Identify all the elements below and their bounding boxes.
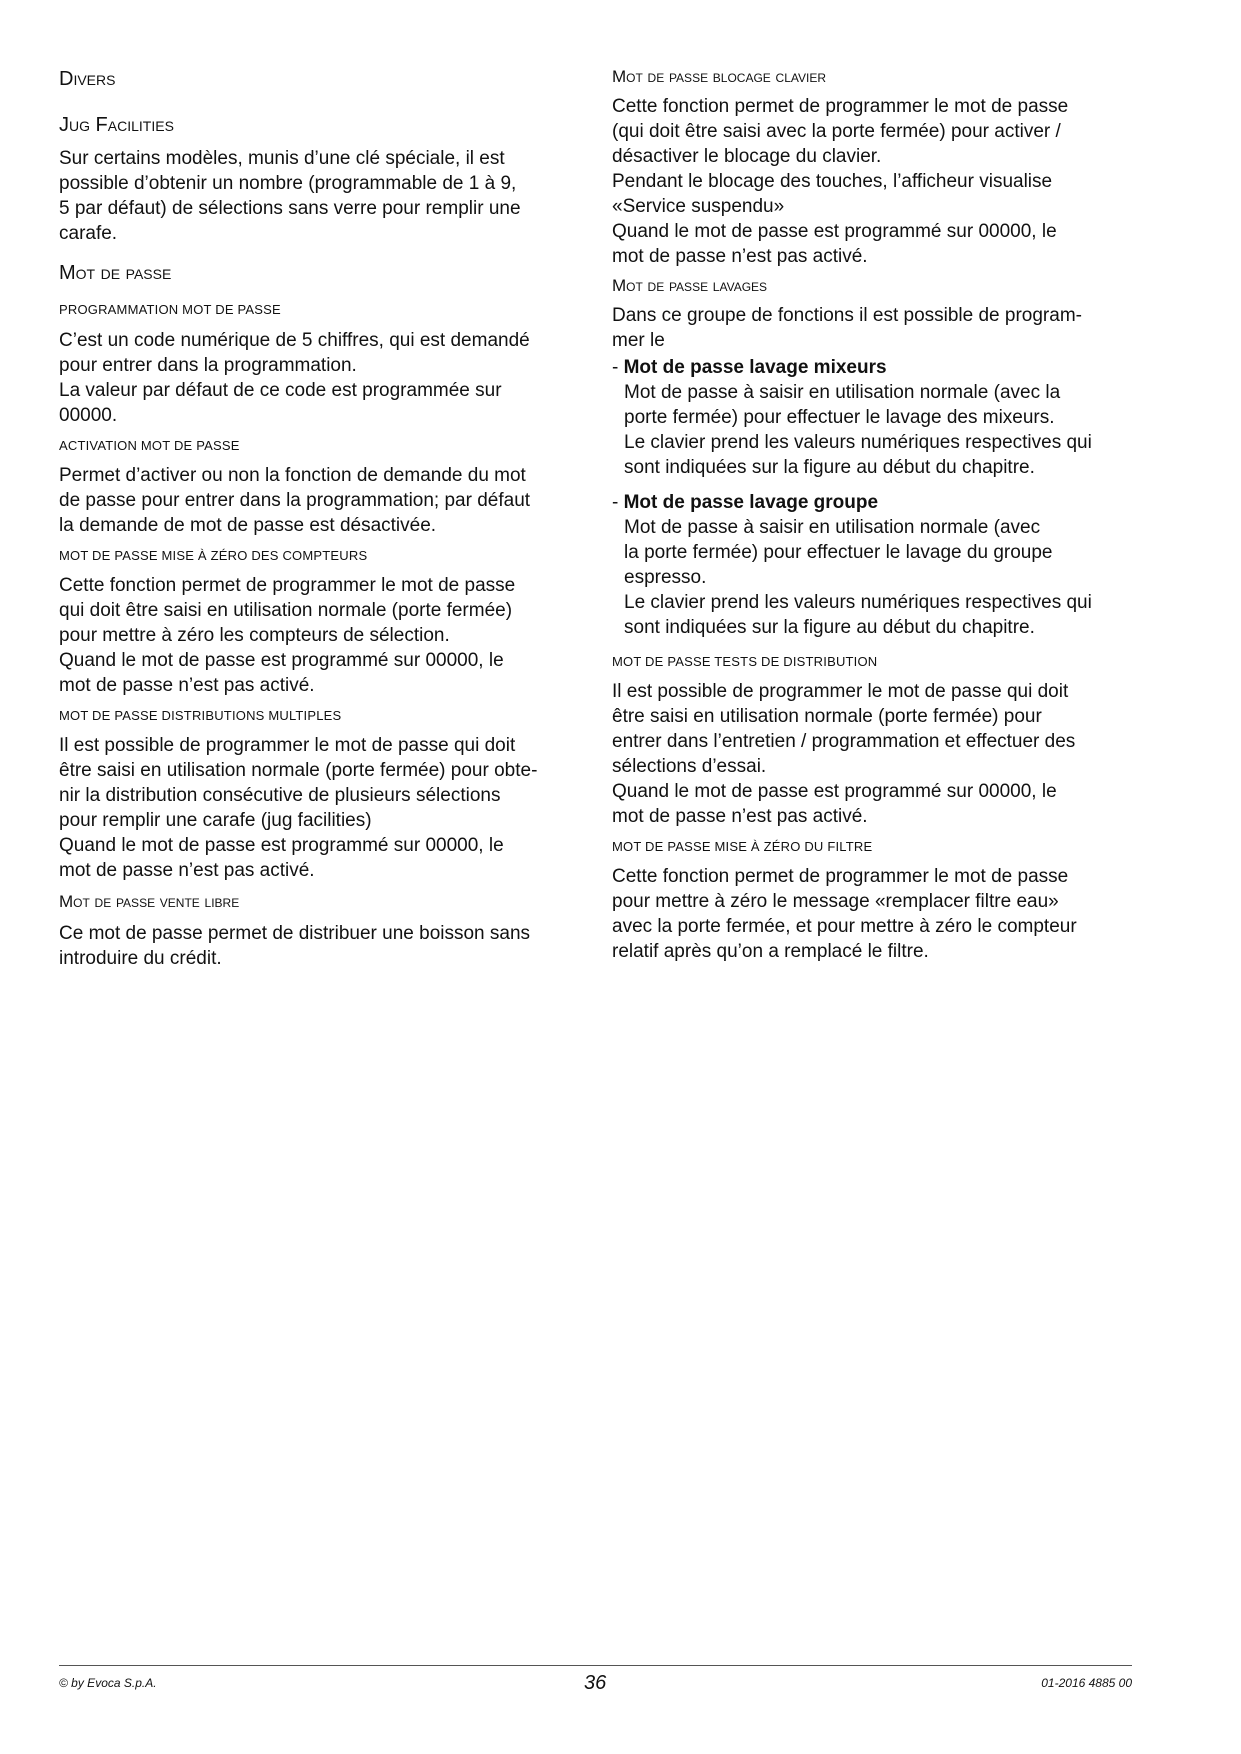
tests-heading: MOT DE PASSE TESTS DE DISTRIBUTION <box>612 654 878 669</box>
raz-text: Cette fonction permet de programmer le mot de passe qui doit être saisi en utilisation normale (porte fermée) pour mettre à zéro les compteurs de sélection. Quand le mot de passe est programmé sur 00000, le mot de passe n’est pas activé. <box>59 575 516 696</box>
dist-heading: MOT DE PASSE DISTRIBUTIONS MULTIPLES <box>59 708 342 723</box>
left-column <box>59 66 579 971</box>
grp-block: - Mot de passe lavage groupe Mot de passe à saisir en utilisation normale (avec la porte fermée) pour effectuer le lavage du groupe espresso. Le clavier prend les valeurs numériques respectives qui sont indiquées sur la figure au début du chapitre. <box>612 492 1092 638</box>
jug-text: Sur certains modèles, munis d’une clé spéciale, il est possible d’obtenir un nombre (programmable de 1 à 9, 5 par défaut) de sélections sans verre pour remplir une carafe. <box>59 148 521 244</box>
tests-text: Il est possible de programmer le mot de passe qui doit être saisi en utilisation normale (porte fermée) pour entrer dans l’entretien / programmation et effectuer des sélections d’essai. Quand le mot de passe est programmé sur 00000, le mot de passe n’est pas activé. <box>612 681 1076 827</box>
vente-heading: Mot de passe vente libre <box>59 892 240 911</box>
filtre-heading: MOT DE PASSE MISE À ZÉRO DU FILTRE <box>612 839 873 854</box>
dist-text: Il est possible de programmer le mot de passe qui doit être saisi en utilisation normale (porte fermée) pour obte- nir la distribution consécutive de plusieurs sélections pour remplir une carafe (jug facilities) Quand le mot de passe est programmé sur 00000, le mot de passe n’est pas activé. <box>59 735 538 881</box>
page-number: 36 <box>584 1672 607 1694</box>
vente-text: Ce mot de passe permet de distribuer une boisson sans introduire du crédit. <box>59 923 531 969</box>
act-heading: ACTIVATION MOT DE PASSE <box>59 438 240 453</box>
right-column <box>612 66 1142 964</box>
grp-heading: Mot de passe lavage groupe <box>623 492 879 513</box>
mix-heading: Mot de passe lavage mixeurs <box>623 357 887 378</box>
doc-reference: 01-2016 4885 00 <box>1041 1676 1132 1690</box>
bloc-text: Cette fonction permet de programmer le mot de passe (qui doit être saisi avec la porte fermée) pour activer / désactiver le blocage du clavier. Pendant le blocage des touches, l’afficheur visualise «Service suspendu» Quand le mot de passe est programmé sur 00000, le mot de passe n’est pas activé. <box>612 96 1069 267</box>
prog-text: C’est un code numérique de 5 chiffres, qui est demandé pour entrer dans la programmation. La valeur par défaut de ce code est programmée sur 00000. <box>59 330 530 426</box>
page-footer <box>59 1665 1132 1694</box>
jug-heading: Jug Facilities <box>59 114 174 136</box>
mdp-heading: Mot de passe <box>59 262 172 284</box>
copyright: © by Evoca S.p.A. <box>59 1676 157 1690</box>
divers-heading: Divers <box>59 68 116 90</box>
act-text: Permet d’activer ou non la fonction de demande du mot de passe pour entrer dans la programmation; par défaut la demande de mot de passe est désactivée. <box>59 465 531 536</box>
lav-text: Dans ce groupe de fonctions il est possible de program- mer le <box>612 305 1082 351</box>
mix-block: - Mot de passe lavage mixeurs Mot de passe à saisir en utilisation normale (avec la porte fermée) pour effectuer le lavage des mixeurs. Le clavier prend les valeurs numériques respectives qui sont indiquées sur la figure au début du chapitre. <box>612 357 1092 478</box>
filtre-text: Cette fonction permet de programmer le mot de passe pour mettre à zéro le message «remplacer filtre eau» avec la porte fermée, et pour mettre à zéro le compteur relatif après qu’on a remplacé le filtre. <box>612 866 1077 962</box>
lav-heading: Mot de passe lavages <box>612 276 768 295</box>
raz-heading: MOT DE PASSE MISE À ZÉRO DES COMPTEURS <box>59 548 368 563</box>
bloc-heading: Mot de passe blocage clavier <box>612 67 826 86</box>
prog-heading: PROGRAMMATION MOT DE PASSE <box>59 302 281 317</box>
